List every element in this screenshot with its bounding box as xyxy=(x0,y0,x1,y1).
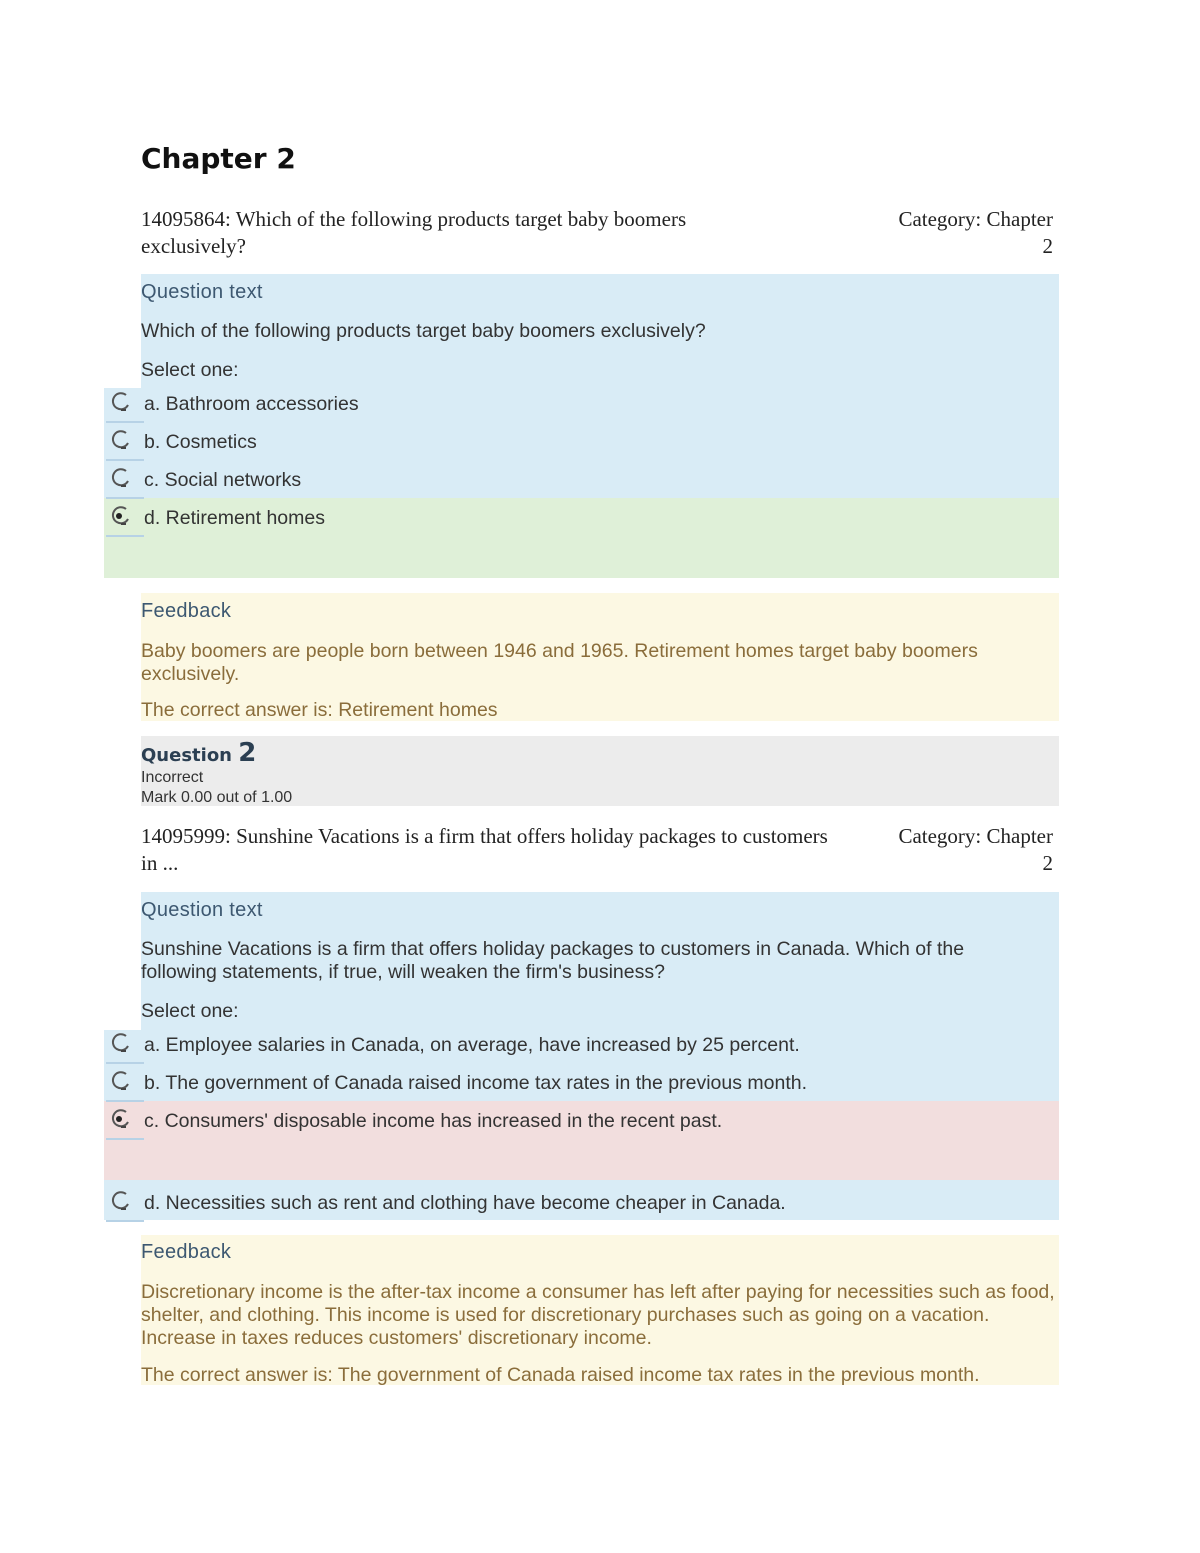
question-2-category-number: 2 xyxy=(1042,851,1053,875)
question-1-option-d-label: d. Retirement homes xyxy=(144,507,325,529)
question-2-option-d-label: d. Necessities such as rent and clothing have become cheaper in Canada. xyxy=(144,1192,786,1214)
question-1-header-text: 14095864: Which of the following products target baby boomers exclusively? xyxy=(141,207,687,258)
question-1-text: Which of the following products target baby boomers exclusively? xyxy=(141,320,706,342)
question-1-option-a-label: a. Bathroom accessories xyxy=(144,393,359,415)
question-1-option-c[interactable] xyxy=(104,467,1054,503)
question-2-feedback-text: Discretionary income is the after-tax income a consumer has left after paying for necessities such as food, shelter, and clothing. This income is used for discretionary purchases such as going on a vacation. Increase in taxes reduces customers' discretionary income. xyxy=(141,1281,1055,1349)
question-2-feedback-label: Feedback xyxy=(141,1241,232,1263)
question-2-number: 2 xyxy=(238,738,257,768)
question-2-status: Incorrect xyxy=(141,769,204,786)
question-1-option-b-label: b. Cosmetics xyxy=(144,431,257,453)
radio-button-icon[interactable] xyxy=(106,467,144,499)
question-2-option-c-label: c. Consumers' disposable income has increased in the recent past. xyxy=(144,1110,723,1132)
question-2-correct-answer: The correct answer is: The government of Canada raised income tax rates in the previous month. xyxy=(141,1364,980,1386)
question-2-info xyxy=(141,738,292,808)
chapter-title: Chapter 2 xyxy=(141,142,296,175)
radio-button-selected-icon[interactable] xyxy=(106,505,144,537)
radio-button-icon[interactable] xyxy=(106,1190,144,1222)
question-1-option-a[interactable] xyxy=(104,391,1054,427)
question-2-option-d[interactable] xyxy=(104,1190,1054,1226)
radio-button-icon[interactable] xyxy=(106,1032,144,1064)
question-2-section-label: Question text xyxy=(141,899,263,921)
question-1-category xyxy=(853,206,1053,260)
question-1-feedback-text: Baby boomers are people born between 1946 and 1965. Retirement homes target baby boomers exclusively. xyxy=(141,640,978,685)
question-2-header-text: 14095999: Sunshine Vacations is a firm that offers holiday packages to customers in ... xyxy=(141,824,828,875)
question-2-option-a[interactable] xyxy=(104,1032,1054,1068)
question-1-section-label: Question text xyxy=(141,281,263,303)
question-1-option-b[interactable] xyxy=(104,429,1054,465)
question-2-number-heading xyxy=(141,738,292,768)
question-2-header xyxy=(141,823,1059,879)
question-2-option-b[interactable] xyxy=(104,1070,1054,1106)
question-1-category-label: Category: Chapter xyxy=(898,207,1053,231)
question-1-select-one: Select one: xyxy=(141,359,239,381)
question-1-option-d[interactable] xyxy=(104,505,1054,541)
question-2-title: Question xyxy=(141,745,232,766)
question-2-category xyxy=(853,823,1053,877)
question-1-category-number: 2 xyxy=(1042,234,1053,258)
question-2-text: Sunshine Vacations is a firm that offers holiday packages to customers in Canada. Which of the following statements, if true, will weaken the firm's business? xyxy=(141,938,965,983)
question-2-category-label: Category: Chapter xyxy=(898,824,1053,848)
question-1-feedback-label: Feedback xyxy=(141,600,232,622)
question-2-select-one: Select one: xyxy=(141,1000,239,1022)
question-1-header xyxy=(141,206,1059,262)
radio-button-icon[interactable] xyxy=(106,429,144,461)
radio-button-icon[interactable] xyxy=(106,1070,144,1102)
question-2-option-c[interactable] xyxy=(104,1108,1054,1144)
question-2-option-b-label: b. The government of Canada raised income tax rates in the previous month. xyxy=(144,1072,808,1094)
question-2-option-a-label: a. Employee salaries in Canada, on average, have increased by 25 percent. xyxy=(144,1034,800,1056)
question-1-correct-answer: The correct answer is: Retirement homes xyxy=(141,699,498,721)
radio-button-icon[interactable] xyxy=(106,391,144,423)
question-1-option-c-label: c. Social networks xyxy=(144,469,302,491)
question-2-mark: Mark 0.00 out of 1.00 xyxy=(141,789,293,806)
radio-button-selected-icon[interactable] xyxy=(106,1108,144,1140)
